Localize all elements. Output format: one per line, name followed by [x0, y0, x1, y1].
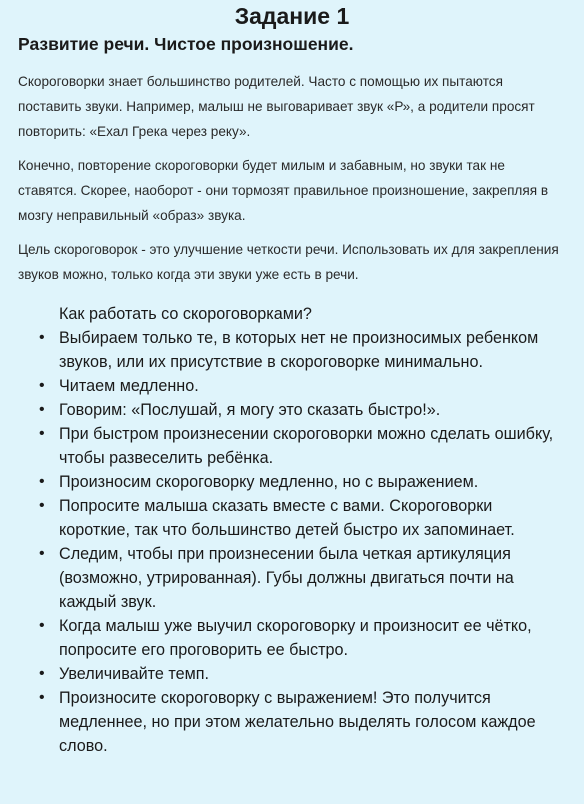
list-item	[18, 326, 566, 374]
tips-section	[18, 302, 566, 758]
list-item	[18, 662, 566, 686]
bullet-icon: •	[39, 689, 45, 706]
list-item	[18, 374, 566, 398]
intro-paragraph-3: Цель скороговорок - это улучшение четкости речи. Использовать их для закрепления звуков можно, только когда эти звуки уже есть в речи.	[18, 242, 559, 282]
list-item-text: Следим, чтобы при произнесении была четкая артикуляция (возможно, утрированная). Губы должны двигаться почти на каждый звук.	[59, 545, 514, 611]
bullet-icon: •	[39, 425, 45, 442]
list-item	[18, 542, 566, 614]
list-item-text: Выбираем только те, в которых нет не произносимых ребенком звуков, или их присутствие в скороговорке минимально.	[59, 329, 539, 371]
bullet-icon: •	[39, 665, 45, 682]
task-subtitle: Развитие речи. Чистое произношение.	[18, 34, 354, 54]
task-title: Задание 1	[234, 3, 350, 29]
list-item-text: Произносим скороговорку медленно, но с выражением.	[59, 473, 479, 491]
list-item	[18, 470, 566, 494]
list-item	[18, 398, 566, 422]
bullet-icon: •	[39, 473, 45, 490]
bullet-icon: •	[39, 545, 45, 562]
bullet-icon: •	[39, 329, 45, 346]
tips-list	[18, 326, 566, 758]
list-item	[18, 614, 566, 662]
list-item-text: Когда малыш уже выучил скороговорку и произносит ее чётко, попросите его проговорить ее быстро.	[59, 617, 532, 659]
tips-heading: Как работать со скороговорками?	[59, 305, 312, 323]
list-item-text: Говорим: «Послушай, я могу это сказать быстро!».	[59, 401, 441, 419]
list-item-text: Произносите скороговорку с выражением! Это получится медленнее, но при этом желательно выделять голосом каждое слово.	[59, 689, 536, 755]
list-item-text: Попросите малыша сказать вместе с вами. Скороговорки короткие, так что большинство детей быстро их запоминает.	[59, 497, 515, 539]
list-item	[18, 686, 566, 758]
list-item-text: Увеличивайте темп.	[59, 665, 210, 683]
list-item	[18, 494, 566, 542]
bullet-icon: •	[39, 617, 45, 634]
bullet-icon: •	[39, 401, 45, 418]
bullet-icon: •	[39, 497, 45, 514]
list-item-text: При быстром произнесении скороговорки можно сделать ошибку, чтобы развеселить ребёнка.	[59, 425, 554, 467]
intro-paragraph-2: Конечно, повторение скороговорки будет милым и забавным, но звуки так не ставятся. Скорее, наоборот - они тормозят правильное произношение, закрепляя в мозгу неправильный «образ» звука.	[18, 158, 549, 223]
list-item-text: Читаем медленно.	[59, 377, 199, 395]
bullet-icon: •	[39, 377, 45, 394]
intro-paragraph-1: Скороговорки знает большинство родителей. Часто с помощью их пытаются поставить звуки. Например, малыш не выговаривает звук «Р», а родители просят повторить: «Ехал Грека через реку».	[18, 74, 535, 139]
list-item	[18, 422, 566, 470]
